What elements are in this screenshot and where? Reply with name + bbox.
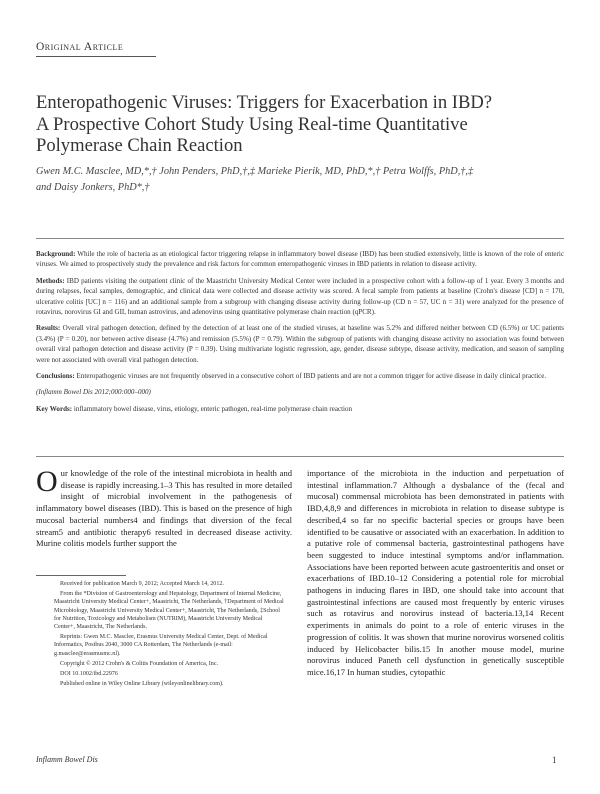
footnote: Copyright © 2012 Crohn's & Colitis Foundation of America, Inc. <box>60 660 219 667</box>
background-label: Background: <box>36 250 76 258</box>
methods-label: Methods: <box>36 276 65 285</box>
footnotes <box>54 580 284 690</box>
abstract-background <box>36 249 564 270</box>
drop-cap: O <box>36 465 58 498</box>
keywords-text: inflammatory bowel disease, virus, etiology, enteric pathogen, real-time polymerase chain reaction <box>73 404 353 413</box>
abstract-results <box>36 323 564 365</box>
methods-text: IBD patients visiting the outpatient clinic of the Maastricht University Medical Center were included in a prospective cohort with a follow-up of 1 year. Every 3 months and during relapses, fecal samples, demographic, and clinical data were collected and disease activity was scored. A fecal sample from patients at baseline (Crohn's disease [CD] n = 170, ulcerative colitis [UC] n = 116) and an additional sample from a subgroup with changing disease activity during follow-up (CD n = 57, UC n = 31) were analyzed for the presence of rotavirus, norovirus GI and GII, human astrovirus, and adenovirus using quantitative polymerase chain reaction (qPCR). <box>36 276 565 317</box>
footnote-rule <box>36 575 126 576</box>
footnote: From the *Division of Gastroenterology and Hepatology, Department of Internal Medicine, Maastricht University Medical Center+, Maastricht, The Netherlands, †Department of Medical Microbiology, Maastricht University Medical Center+, Maastricht, The Netherlands, ‡School for Nutrition, Toxicology and Metabolism (NUTRIM), Maastricht University Medical Center+, Maastricht, The Netherlands. <box>54 591 284 631</box>
keywords <box>36 404 564 414</box>
page-number: 1 <box>552 755 557 765</box>
body-left-column <box>36 465 292 550</box>
title-line: A Prospective Cohort Study Using Real-time Quantitative <box>36 113 468 135</box>
section-label: Original Article <box>36 41 124 53</box>
footnote: Reprints: Gwen M.C. Masclee, Erasmus University Medical Center, Dept. of Medical Informatics, Postbus 2040, 3000 CA Rotterdam, The Netherlands (e-mail: g.masclee@erasmusmc.nl). <box>54 634 268 657</box>
continuation-paragraph: importance of the microbiota in the induction and perpetuation of intestinal inflammation.7 Although a dysbalance of the (fecal and mucosal) commensal microbiota has been demonstrated in patients with IBD,4,8,9 and differences in microbiota in relation to disease subtype is described,4 so far no specific bacterial species or groups have been identified to be causative or associated with an exacerbation. In addition to a putative role of commensal bacteria, gastrointestinal pathogens have been suggested to induce intestinal symptoms and/or inflammation. Associations have been reported between acute gastroenteritis and onset or exacerbations of IBD.10–12 Considering a potential role for microbial pathogens in inducing flares in IBD, one should take into account that gastrointestinal infections are caused most frequently by enteric viruses such as rotavirus and norovirus instead of bacteria.13,14 Recent experiments in animals do point to a role of enteric viruses in the progression of colitis. It was shown that murine norovirus worsened colitis induced by Helicobacter bilis.15 In another mouse model, murine norovirus induced Paneth cell dysfunction in genetically susceptible mice.16,17 In human studies, cytopathic <box>307 468 564 677</box>
conclusions-label: Conclusions: <box>36 372 75 381</box>
header-rule <box>36 56 156 57</box>
footnote: DOI 10.1002/ibd.22976 <box>60 671 118 678</box>
journal-citation: (Inflamm Bowel Dis 2012;000:000–000) <box>36 388 151 397</box>
abstract-conclusions <box>36 371 564 381</box>
author-list <box>36 164 566 196</box>
abstract-methods <box>36 276 564 318</box>
abstract <box>36 249 564 420</box>
conclusions-text: Enteropathogenic viruses are not frequently observed in a consecutive cohort of IBD patients and are not a common trigger for active disease in daily clinical practice. <box>76 372 547 381</box>
keywords-label: Key Words: <box>36 404 73 413</box>
title-line: Enteropathogenic Viruses: Triggers for Exacerbation in IBD? <box>36 92 493 113</box>
authors-line: and Daisy Jonkers, PhD*,† <box>36 182 150 193</box>
footer-journal: Inflamm Bowel Dis <box>36 755 98 764</box>
footnote: Received for publication March 9, 2012; Accepted March 14, 2012. <box>60 581 224 587</box>
results-text: Overall viral pathogen detection, defined by the detection of at least one of the studied viruses, at baseline was 5.2% and differed neither between CD (6.5%) or UC patients (3.4%) (P = 0.20), nor between active disease (4.7%) and remission (5.5%) (P = 0.79). Within the subgroup of patients with changing disease activity no association was found between overall viral pathogen detection and disease activity (P = 0.39). Using multivariate logistic regression, age, gender, disease subtype, disease activity, medication, and season of sampling were not associated with overall viral pathogen detection. <box>36 324 565 364</box>
body-right-column <box>307 468 564 679</box>
article-title <box>36 92 566 157</box>
authors-line: Gwen M.C. Masclee, MD,*,† John Penders, PhD,†,‡ Marieke Pierik, MD, PhD,*,† Petra Wolffs, PhD,†,‡ <box>36 166 474 177</box>
title-line: Polymerase Chain Reaction <box>36 135 243 156</box>
intro-paragraph: ur knowledge of the role of the intestinal microbiota in health and disease is rapidly increasing.1–3 This has resulted in more detailed insight of microbial involvement in the pathogenesis of inflammatory bowel diseases (IBD). This is based on the presence of high mucosal bacterial numbers4 and findings that diversion of the fecal stream5 and antibiotic therapy6 resulted in decreased disease activity. Murine colitis models further support the <box>36 468 292 549</box>
footnote: Published online in Wiley Online Library (wileyonlinelibrary.com). <box>60 681 224 688</box>
results-label: Results: <box>36 324 61 333</box>
abstract-top-rule <box>36 238 564 239</box>
background-text: While the role of bacteria as an etiological factor triggering relapse in inflammatory bowel disease (IBD) has been studied extensively, little is known of the role of enteric viruses. We aimed to prospectively study the prevalence and risk factors for common enteropathogenic viruses in IBD patients in relation to disease activity. <box>36 250 564 269</box>
abstract-bottom-rule <box>36 456 564 457</box>
